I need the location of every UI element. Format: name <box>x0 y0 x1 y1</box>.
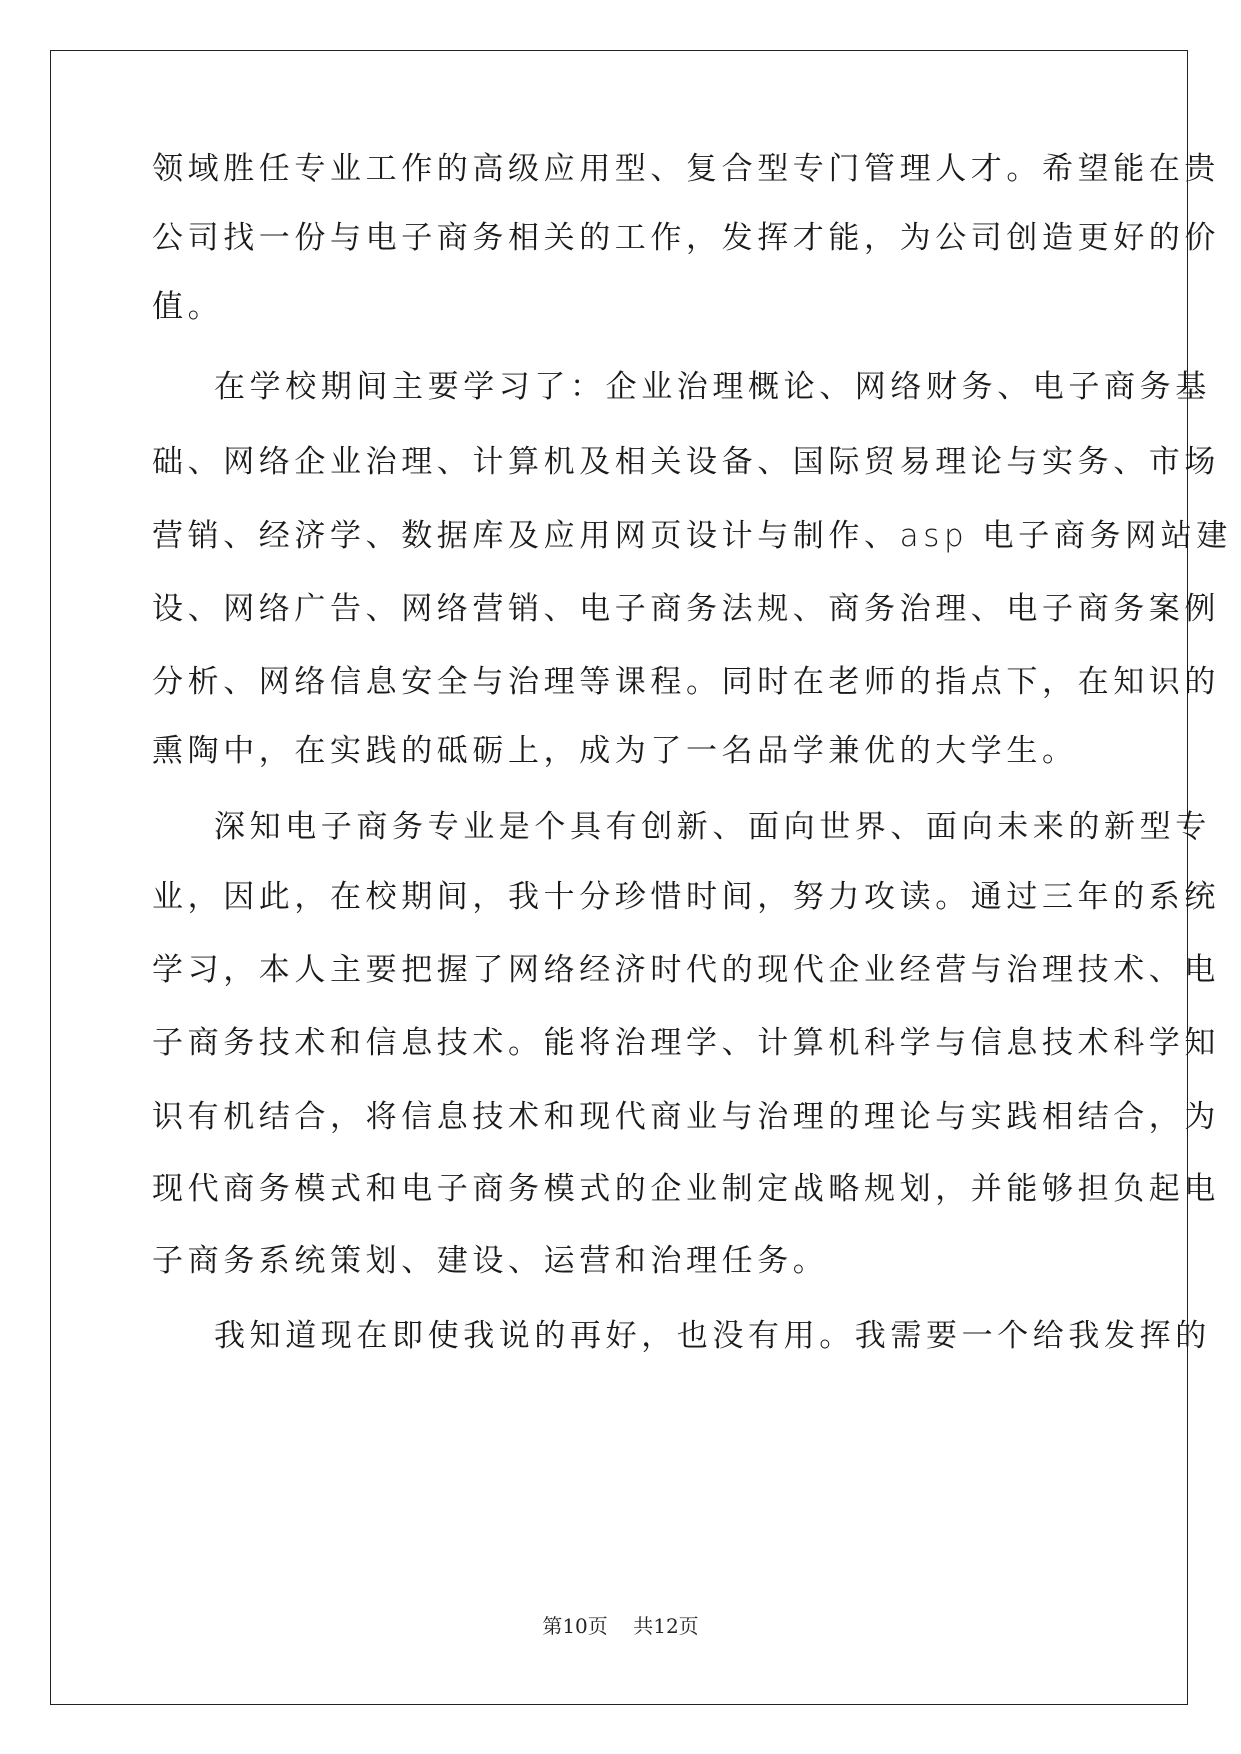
text-line: 础、网络企业治理、计算机及相关设备、国际贸易理论与实务、市场 <box>152 444 1220 480</box>
text-line: 营销、经济学、数据库及应用网页设计与制作、asp 电子商务网站建 <box>152 518 1232 554</box>
page-footer <box>0 1610 1241 1639</box>
paragraph-start-line: 在学校期间主要学习了：企业治理概论、网络财务、电子商务基 <box>214 369 1211 405</box>
total-page-number: 12 <box>653 1614 679 1638</box>
paragraph-start-line: 我知道现在即使我说的再好，也没有用。我需要一个给我发挥的 <box>214 1318 1211 1354</box>
text-line: 子商务技术和信息技术。能将治理学、计算机科学与信息技术科学知 <box>152 1025 1220 1061</box>
text-line: 熏陶中，在实践的砥砺上，成为了一名品学兼优的大学生。 <box>152 733 1078 769</box>
text-line: 业，因此，在校期间，我十分珍惜时间，努力攻读。通过三年的系统 <box>152 879 1220 915</box>
text-line: 识有机结合，将信息技术和现代商业与治理的理论与实践相结合，为 <box>152 1099 1220 1135</box>
page-suffix: 页 <box>678 1614 699 1638</box>
text-line: 设、网络广告、网络营销、电子商务法规、商务治理、电子商务案例 <box>152 591 1220 627</box>
text-line: 公司找一份与电子商务相关的工作，发挥才能，为公司创造更好的价 <box>152 220 1220 256</box>
text-line: 分析、网络信息安全与治理等课程。同时在老师的指点下，在知识的 <box>152 664 1220 700</box>
page-prefix: 第 <box>542 1614 563 1638</box>
paragraph-start-line: 深知电子商务专业是个具有创新、面向世界、面向未来的新型专 <box>214 809 1211 845</box>
text-line: 学习，本人主要把握了网络经济时代的现代企业经营与治理技术、电 <box>152 952 1220 988</box>
text-line: 现代商务模式和电子商务模式的企业制定战略规划，并能够担负起电 <box>152 1171 1220 1207</box>
current-page-number: 10 <box>562 1614 588 1638</box>
text-line: 领域胜任专业工作的高级应用型、复合型专门管理人才。希望能在贵 <box>152 151 1220 187</box>
page-separator: 页 共 <box>587 1614 654 1638</box>
text-line: 值。 <box>152 289 224 325</box>
text-line: 子商务系统策划、建设、运营和治理任务。 <box>152 1243 829 1279</box>
